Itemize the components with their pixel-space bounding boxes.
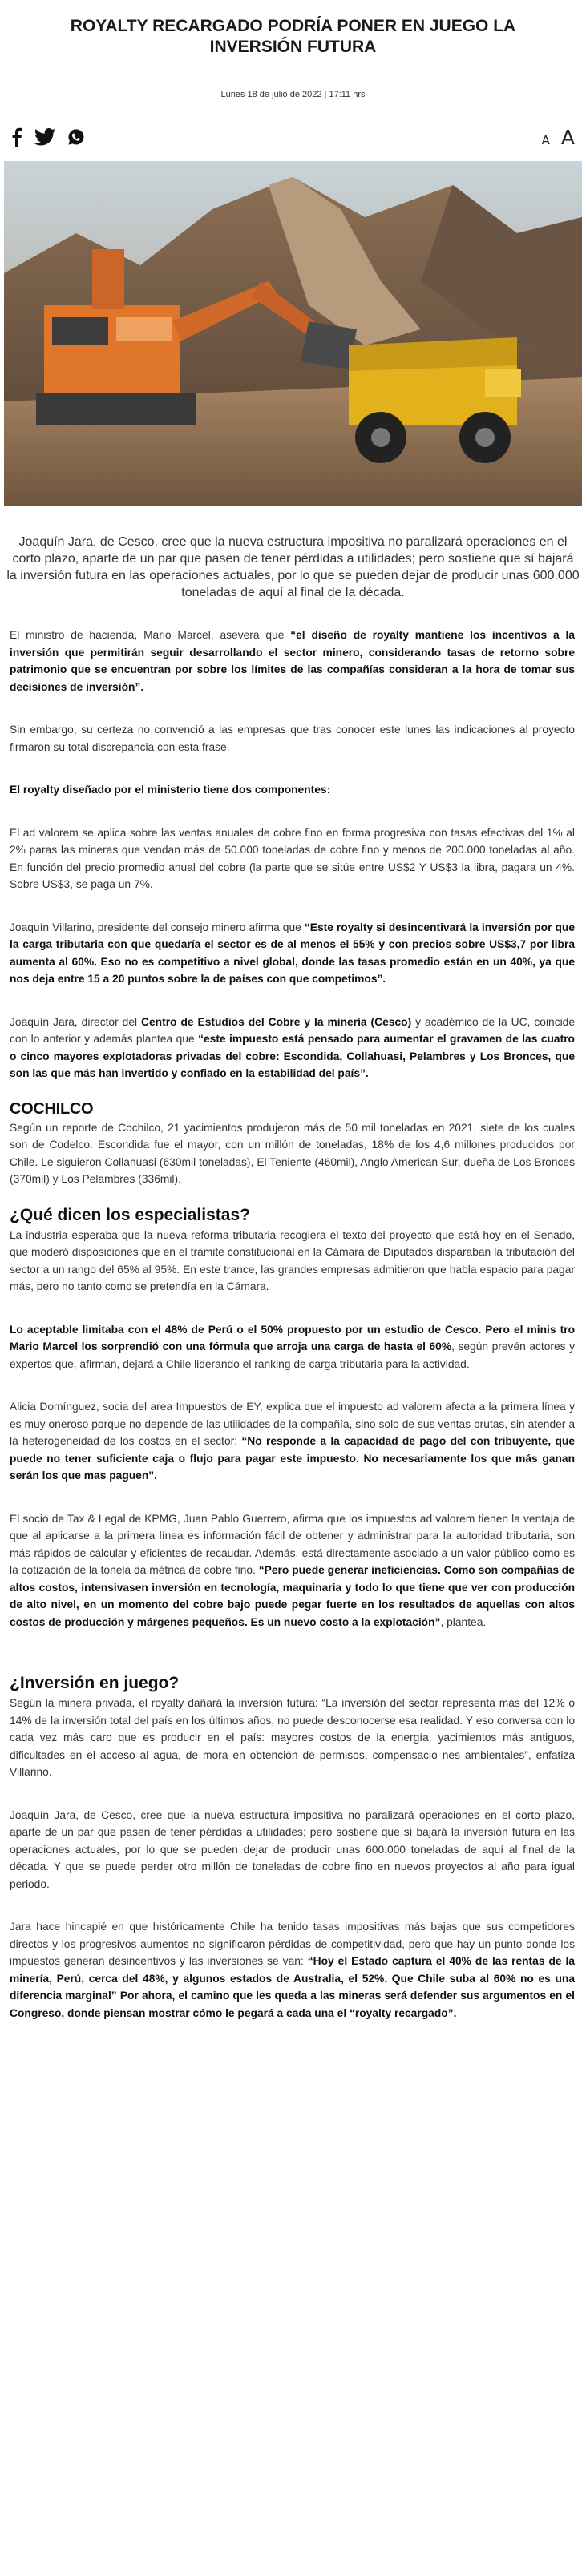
paragraph: El ad valorem se aplica sobre las ventas anuales de cobre fino en forma progresiva con tasas efectivas del 1% al 2% paras las mineras que vendan más de 50.000 toneladas de cobre fino y menos de 200.000 toneladas al año. En función del precio promedio anual del cobre (la parte que se sitúe entre US$2 Y US$3 la libra, pagara un 4%. Sobre US$3, se paga un 7%. bbox=[10, 826, 575, 890]
paragraph: Sin embargo, su certeza no convenció a las empresas que tras conocer este lunes las indicaciones al proyecto firmaron su total discrepancia con esta frase. bbox=[10, 724, 575, 753]
section-heading: ¿Qué dicen los especialistas? bbox=[10, 1205, 250, 1224]
article-lead: Joaquín Jara, de Cesco, cree que la nueva estructura impositiva no paralizará operaciones en el corto plazo, aparte de un par que pasen de tener pérdidas a utilidades; pero sostiene que sí bajará la inversión futura en las operaciones actuales, por lo que se pueden dejar de producir unas 600.000 toneladas de aquí al final de la década. bbox=[6, 535, 580, 599]
font-increase-button[interactable]: A bbox=[560, 126, 575, 149]
font-size-controls bbox=[542, 126, 575, 149]
paragraph: El ministro de hacienda, Mario Marcel, asevera que “el diseño de royalty mantiene los incentivos a la inversión que permitirán seguir desarrollando el sector minero, considerando tasas de retorno sobre patrimonio que se encuentran por sobre los límites de las compañías consideran a la hora de tomar sus decisiones de inversión”. bbox=[10, 629, 575, 693]
paragraph: El royalty diseñado por el ministerio tiene dos componentes: bbox=[10, 784, 331, 796]
article-body bbox=[10, 601, 575, 2022]
paragraph: Según un reporte de Cochilco, 21 yacimientos produjeron más de 50 mil toneladas en 2021, siete de los cuales son de Codelco. Escondida fue el mayor, con un millón de toneladas, 18% de los 4,6 millones producidos por Chile. Le siguieron Collahuasi (630mil toneladas), El Teniente (460mil), Anglo American Sur, dueña de Los Bronces (370mil) y Los Pelambres (336mil). bbox=[10, 1121, 575, 1185]
hero-image bbox=[4, 161, 582, 506]
paragraph: Joaquín Jara, director del Centro de Estudios del Cobre y la minería (Cesco) y académico de la UC, coincide con lo anterior y además plantea que “este impuesto está pensado para aumentar el gravamen de las cuatro o cinco mayores explotadoras privadas del cobre: Escondida, Collahuasi, Pelambres y Los Bronces, que son las que más han invertido y confiado en la estabilidad del país”. bbox=[10, 1015, 576, 1079]
paragraph: Alicia Domínguez, socia del area Impuestos de EY, explica que el impuesto ad valorem afecta a la primera línea y es muy oneroso porque no depende de las utilidades de la compañía, sino solo de sus ventas brutas, sin atender a la heterogeneidad de los costos en el sector: “No responde a la capacidad de pago del con tribuyente, que puede no tener suficiente caja o flujo para pagar este impuesto. No necesariamente los que más ganan serán los que mas paguen”. bbox=[10, 1401, 575, 1482]
article-toolbar bbox=[0, 119, 586, 155]
section-heading: COCHILCO bbox=[10, 1099, 94, 1118]
paragraph: Joaquín Villarino, presidente del consejo minero afirma que “Este royalty si desincentivará la inversión por que la carga tributaria con que quedaría el sector es de al menos el 55% y con precios sobre US$3,7 por libra aumenta al 60%. Eso no es competitivo a nivel global, donde las tasas promedio están en un 40%, ya que nos deja entre 15 a 20 puntos sobre la de países con que competimos”. bbox=[10, 921, 575, 985]
section-heading: ¿Inversión en juego? bbox=[10, 1674, 180, 1692]
paragraph: Joaquín Jara, de Cesco, cree que la nueva estructura impositiva no paralizará operaciones en el corto plazo, aparte de un par que pasen de tener pérdidas a utilidades; pero sostiene que sí bajará la inversión futura en las operaciones actuales, por lo que se pueden dejar de producir unas 600.000 toneladas de aquí al final de la década. Y que se puede perder otro millón de toneladas de cobre fino en nuevos proyectos al año para igual periodo. bbox=[10, 1808, 575, 1890]
facebook-icon[interactable] bbox=[11, 127, 22, 147]
paragraph: Jara hace hincapié en que históricamente Chile ha tenido tasas impositivas más bajas que sus competidores directos y los progresivos aumentos no significaron pérdidas de competitividad, pero que hay un punto donde los impuestos generan desincentivos y las inversiones se van: “Hoy el Estado captura el 40% de las rentas de la minería, Perú, cerca del 48%, y algunos estados de Australia, el 52%. Que Chile suba al 60% no es una diferencia marginal” Por ahora, el camino que les queda a las mineras será defender sus argumentos en el Congreso, donde piensan mostrar cómo le pegará a cada una el “royalty recargado”. bbox=[10, 1921, 576, 2019]
paragraph: El socio de Tax & Legal de KPMG, Juan Pablo Guerrero, afirma que los impuestos ad valorem tienen la ventaja de que al aplicarse a la primera línea es información fácil de obtener y administrar para la autoridad tributaria, son más rápidos de calcular y eficientes de recaudar. Además, está directamente asociado a un valor público como es la cotización de la tonela da métrica de cobre fino. “Pero puede generar ineficiencias. Como son compañías de altos costos, intensivasen inversión en tecnología, maquinaria y todo lo que tiene que ver con producción de alto nivel, en un momento del cobre bajo puede pegar fuerte en los resultados de aquellas con altos costos de producción y márgenes pequeños. Es un nuevo costo a la explotación”, plantea. bbox=[10, 1512, 575, 1628]
paragraph: Según la minera privada, el royalty dañará la inversión futura: “La inversión del sector representa más del 12% o 14% de la inversión total del país en los últimos años, no puede desconocerse esa realidad. Y eso conversa con lo cada vez más caro que es producir en el país: mayores costos de la energía, yacimientos más antiguos, dificultades en el acceso al agua, de mora en obtención de permisos, compensacio nes ambientales”, enfatiza Villarino. bbox=[10, 1697, 575, 1778]
paragraph: La industria esperaba que la nueva reforma tributaria recogiera el texto del proyecto que está hoy en el Senado, que moderó disposiciones que en el trámite constitucional en la Cámara de Diputados disparaban la tributación del sector a un rango del 65% al 95%. En este trance, las grandes empresas admitieron que habla espacio para pagar más, pero no tanto como se pretendía en la Cámara. bbox=[10, 1228, 575, 1292]
paragraph: Lo aceptable limitaba con el 48% de Perú o el 50% propuesto por un estudio de Cesco. Pero el minis tro Mario Marcel los sorprendió con una fórmula que arroja una carga de hasta el 60%, según prevén actores y expertos que, afirman, dejará a Chile liderando el ranking de carga tributaria para la actividad. bbox=[10, 1323, 575, 1370]
font-decrease-button[interactable]: A bbox=[541, 133, 550, 147]
whatsapp-icon[interactable] bbox=[67, 128, 85, 146]
share-buttons bbox=[11, 127, 85, 147]
article-title: ROYALTY RECARGADO PODRÍA PONER EN JUEGO LA INVERSIÓN FUTURA bbox=[70, 17, 516, 56]
article-date: Lunes 18 de julio de 2022 | 17:11 hrs bbox=[220, 90, 366, 99]
twitter-icon[interactable] bbox=[34, 128, 56, 146]
